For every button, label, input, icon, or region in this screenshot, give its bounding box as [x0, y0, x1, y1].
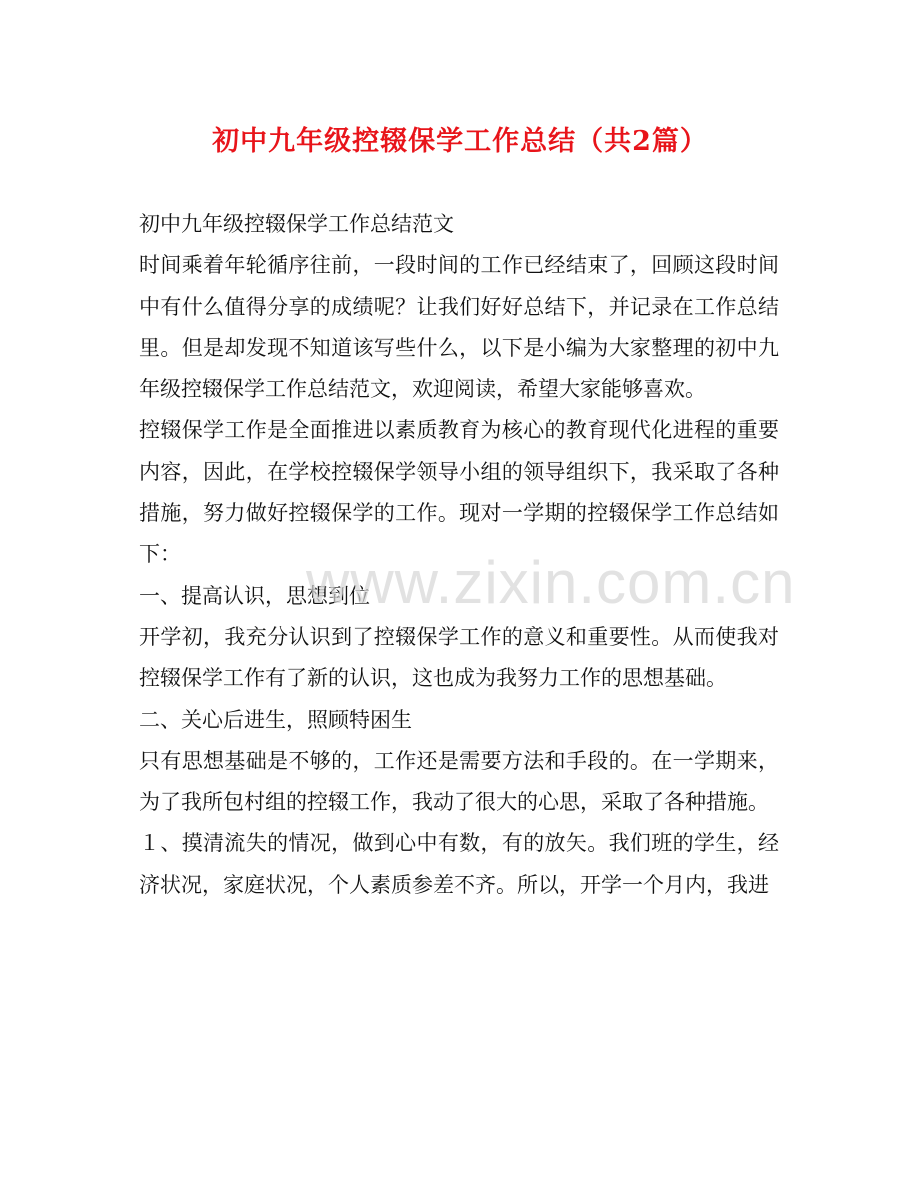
- overview-paragraph: 控辍保学工作是全面推进以素质教育为核心的教育现代化进程的重要内容，因此，在学校控辍保学领导小组的领导组织下，我采取了各种措施，努力做好控辍保学的工作。现对一学期的控辍保学工作总结如下：: [139, 418, 779, 567]
- watermark: www.zixin.com.cn: [306, 549, 796, 616]
- section-2-paragraph: 只有思想基础是不够的，工作还是需要方法和手段的。在一学期来，为了我所包村组的控辍工作，我动了很大的心思，采取了各种措施。: [139, 748, 779, 815]
- document-title: 初中九年级控辍保学工作总结（共2篇）: [212, 126, 708, 157]
- section-2-item-1: １、摸清流失的情况，做到心中有数，有的放矢。我们班的学生，经济状况，家庭状况，个人素质参差不齐。所以，开学一个月内，我进: [139, 831, 779, 897]
- intro-paragraph: 时间乘着年轮循序往前，一段时间的工作已经结束了，回顾这段时间中有什么值得分享的成绩呢？让我们好好总结下，并记录在工作总结里。但是却发现不知道该写些什么，以下是小编为大家整理的初中九年级控辍保学工作总结范文，欢迎阅读，希望大家能够喜欢。: [139, 253, 779, 402]
- section-heading-2: 二、关心后进生，照顾特困生: [139, 707, 412, 732]
- subtitle-paragraph: 初中九年级控辍保学工作总结范文: [139, 212, 454, 236]
- document-body: [139, 204, 779, 906]
- section-1-paragraph: 开学初，我充分认识到了控辍保学工作的意义和重要性。从而使我对控辍保学工作有了新的认识，这也成为我努力工作的思想基础。: [139, 624, 779, 691]
- section-heading-1: 一、提高认识，思想到位: [139, 583, 370, 608]
